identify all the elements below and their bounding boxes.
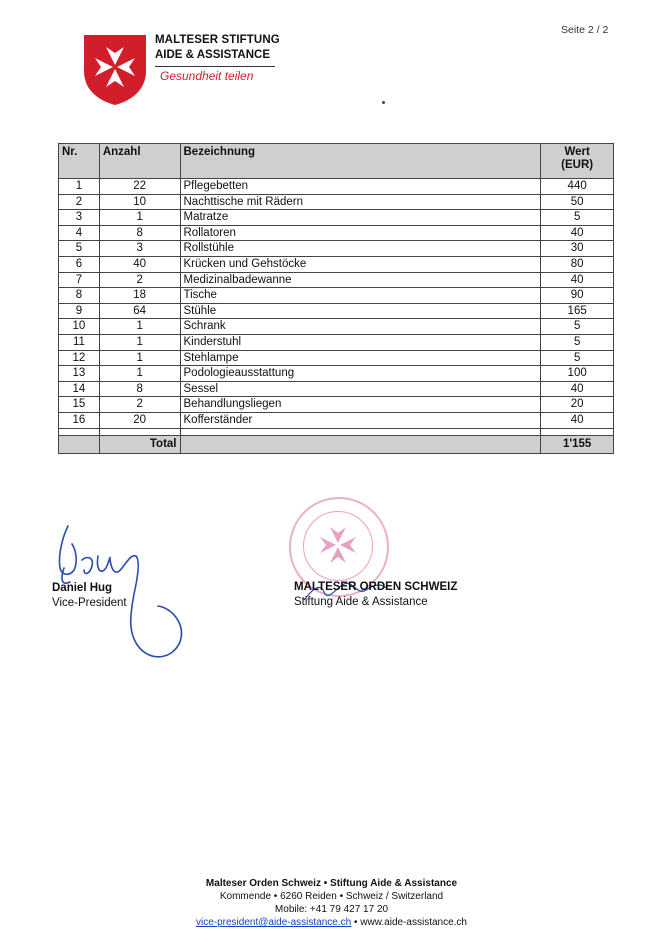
table-header-row bbox=[59, 144, 614, 179]
cell-nr: 12 bbox=[59, 350, 100, 366]
cell-wert: 50 bbox=[541, 194, 614, 210]
cell-bezeichnung: Podologieausstattung bbox=[180, 366, 541, 382]
table-row bbox=[59, 272, 614, 288]
cell-wert: 30 bbox=[541, 241, 614, 257]
cell-wert: 5 bbox=[541, 210, 614, 226]
cell-bezeichnung: Pflegebetten bbox=[180, 179, 541, 195]
cell-anzahl: 2 bbox=[99, 397, 180, 413]
table-row bbox=[59, 194, 614, 210]
cell-anzahl: 22 bbox=[99, 179, 180, 195]
cell-bezeichnung: Behandlungsliegen bbox=[180, 397, 541, 413]
signatory-role: Vice-President bbox=[52, 597, 127, 609]
cell-anzahl: 1 bbox=[99, 210, 180, 226]
header-nr: Nr. bbox=[59, 144, 100, 179]
cell-wert: 5 bbox=[541, 319, 614, 335]
table-row bbox=[59, 412, 614, 428]
footer-email-link[interactable]: vice-president@aide-assistance.ch bbox=[195, 917, 352, 928]
total-value: 1'155 bbox=[541, 435, 614, 453]
cell-bezeichnung: Nachttische mit Rädern bbox=[180, 194, 541, 210]
cell-nr: 16 bbox=[59, 412, 100, 428]
cell-bezeichnung: Tische bbox=[180, 288, 541, 304]
cell-nr: 7 bbox=[59, 272, 100, 288]
table-row bbox=[59, 366, 614, 382]
total-label: Total bbox=[99, 435, 180, 453]
cell-bezeichnung: Schrank bbox=[180, 319, 541, 335]
table-row bbox=[59, 225, 614, 241]
table-row bbox=[59, 350, 614, 366]
cell-anzahl: 1 bbox=[99, 366, 180, 382]
cell-wert: 40 bbox=[541, 381, 614, 397]
cell-anzahl: 2 bbox=[99, 272, 180, 288]
table-row bbox=[59, 256, 614, 272]
total-spacer-cell bbox=[180, 435, 541, 453]
cell-bezeichnung: Medizinalbadewanne bbox=[180, 272, 541, 288]
cell-nr: 11 bbox=[59, 334, 100, 350]
cell-wert: 40 bbox=[541, 272, 614, 288]
header-wert bbox=[541, 144, 614, 179]
header-wert-label: Wert bbox=[564, 146, 590, 158]
table-row bbox=[59, 381, 614, 397]
cell-anzahl: 1 bbox=[99, 334, 180, 350]
cell-anzahl: 1 bbox=[99, 319, 180, 335]
cell-nr: 6 bbox=[59, 256, 100, 272]
org-name-line1: MALTESER STIFTUNG bbox=[155, 34, 280, 46]
cell-anzahl: 18 bbox=[99, 288, 180, 304]
maltese-cross-shield-logo bbox=[82, 33, 148, 106]
organization-signature-subtitle: Stiftung Aide & Assistance bbox=[294, 596, 428, 608]
organization-signature-name: MALTESER ORDEN SCHWEIZ bbox=[294, 581, 458, 593]
cell-wert: 80 bbox=[541, 256, 614, 272]
cell-nr: 2 bbox=[59, 194, 100, 210]
cell-bezeichnung: Kinderstuhl bbox=[180, 334, 541, 350]
footer-website-link[interactable]: www.aide-assistance.ch bbox=[360, 917, 467, 928]
donation-items-table bbox=[58, 143, 614, 454]
cell-anzahl: 40 bbox=[99, 256, 180, 272]
cell-nr: 15 bbox=[59, 397, 100, 413]
footer-org-line: Malteser Orden Schweiz • Stiftung Aide & Assistance bbox=[205, 878, 458, 889]
cell-bezeichnung: Krücken und Gehstöcke bbox=[180, 256, 541, 272]
footer-separator: • bbox=[351, 917, 361, 928]
header-bezeichnung: Bezeichnung bbox=[180, 144, 541, 179]
cell-nr: 3 bbox=[59, 210, 100, 226]
cell-wert: 40 bbox=[541, 412, 614, 428]
blank-cell bbox=[541, 428, 614, 435]
signatory-name: Daniel Hug bbox=[52, 582, 113, 594]
cell-wert: 100 bbox=[541, 366, 614, 382]
cell-anzahl: 10 bbox=[99, 194, 180, 210]
stray-dot bbox=[382, 101, 385, 104]
org-tagline: Gesundheit teilen bbox=[160, 69, 254, 83]
cell-nr: 13 bbox=[59, 366, 100, 382]
table-row bbox=[59, 179, 614, 195]
header-divider bbox=[155, 66, 275, 67]
stamp-maltese-cross-icon bbox=[316, 523, 360, 567]
total-row bbox=[59, 435, 614, 453]
cell-bezeichnung: Matratze bbox=[180, 210, 541, 226]
cell-wert: 165 bbox=[541, 303, 614, 319]
cell-bezeichnung: Stehlampe bbox=[180, 350, 541, 366]
blank-cell bbox=[99, 428, 180, 435]
table-row bbox=[59, 241, 614, 257]
table-row bbox=[59, 303, 614, 319]
cell-nr: 10 bbox=[59, 319, 100, 335]
cell-nr: 5 bbox=[59, 241, 100, 257]
cell-nr: 14 bbox=[59, 381, 100, 397]
cell-wert: 40 bbox=[541, 225, 614, 241]
cell-anzahl: 20 bbox=[99, 412, 180, 428]
cell-wert: 5 bbox=[541, 334, 614, 350]
cell-bezeichnung: Sessel bbox=[180, 381, 541, 397]
table-row bbox=[59, 210, 614, 226]
cell-wert: 20 bbox=[541, 397, 614, 413]
footer-address: Kommende • 6260 Reiden • Schweiz / Switzerland bbox=[219, 891, 444, 902]
blank-cell bbox=[180, 428, 541, 435]
table-row bbox=[59, 397, 614, 413]
blank-row bbox=[59, 428, 614, 435]
org-name-line2: AIDE & ASSISTANCE bbox=[155, 49, 271, 61]
footer-contact-line bbox=[0, 917, 663, 930]
cell-wert: 90 bbox=[541, 288, 614, 304]
cell-anzahl: 64 bbox=[99, 303, 180, 319]
cell-nr: 8 bbox=[59, 288, 100, 304]
header-wert-unit: (EUR) bbox=[561, 159, 594, 171]
cell-anzahl: 8 bbox=[99, 225, 180, 241]
cell-wert: 440 bbox=[541, 179, 614, 195]
table-row bbox=[59, 288, 614, 304]
page-number: Seite 2 / 2 bbox=[561, 24, 609, 36]
footer-phone: Mobile: +41 79 427 17 20 bbox=[274, 904, 389, 915]
cell-bezeichnung: Rollstühle bbox=[180, 241, 541, 257]
table-row bbox=[59, 319, 614, 335]
header-anzahl: Anzahl bbox=[99, 144, 180, 179]
cell-anzahl: 1 bbox=[99, 350, 180, 366]
cell-nr: 9 bbox=[59, 303, 100, 319]
cell-bezeichnung: Rollatoren bbox=[180, 225, 541, 241]
cell-bezeichnung: Kofferständer bbox=[180, 412, 541, 428]
cell-anzahl: 3 bbox=[99, 241, 180, 257]
total-spacer-cell bbox=[59, 435, 100, 453]
blank-cell bbox=[59, 428, 100, 435]
cell-bezeichnung: Stühle bbox=[180, 303, 541, 319]
cell-wert: 5 bbox=[541, 350, 614, 366]
cell-nr: 4 bbox=[59, 225, 100, 241]
cell-nr: 1 bbox=[59, 179, 100, 195]
cell-anzahl: 8 bbox=[99, 381, 180, 397]
table-row bbox=[59, 334, 614, 350]
